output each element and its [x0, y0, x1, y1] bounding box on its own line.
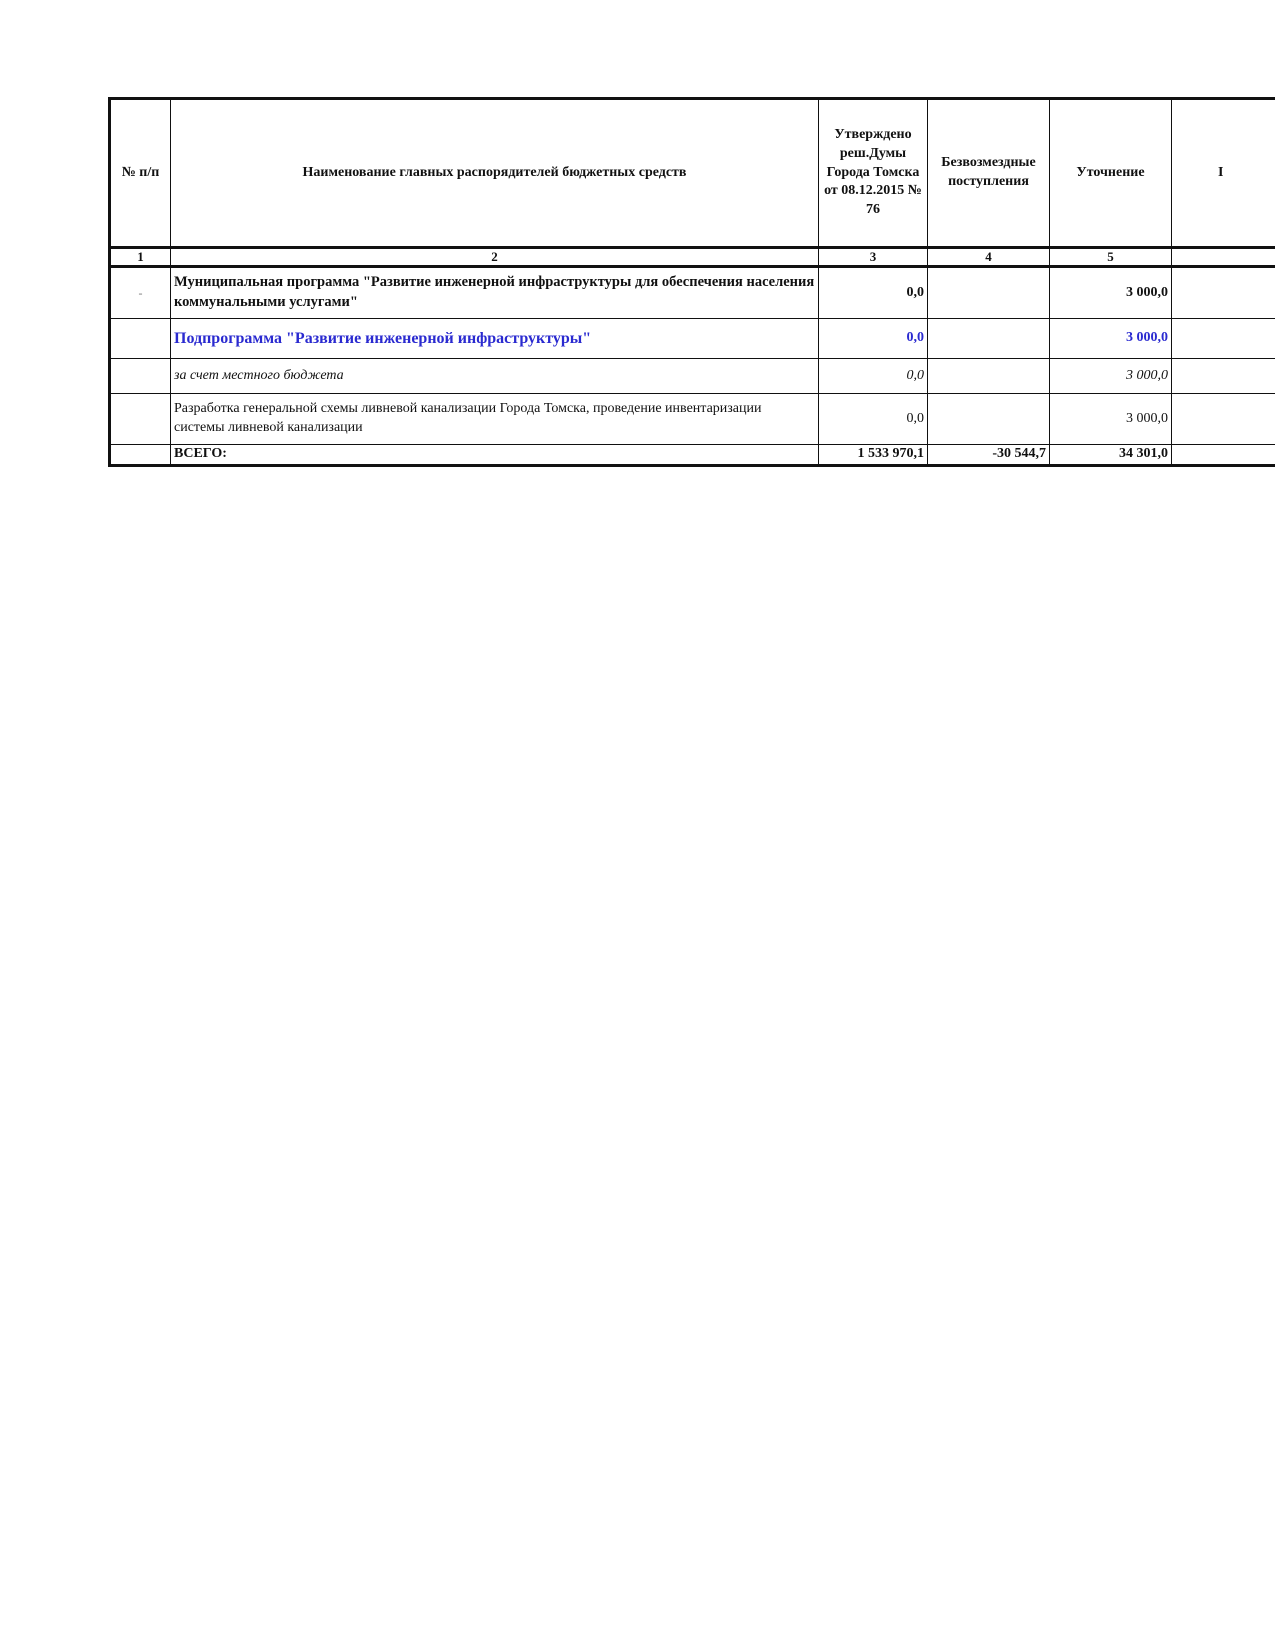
row-gratuitous — [928, 359, 1050, 394]
row-next-empty — [1172, 394, 1275, 445]
row-clarification: 3 000,0 — [1050, 267, 1172, 319]
header-gratuitous: Безвозмездные поступления — [928, 99, 1050, 248]
row-gratuitous — [928, 319, 1050, 359]
column-number-3: 3 — [819, 248, 928, 267]
row-clarification: 3 000,0 — [1050, 319, 1172, 359]
header-next-partial: I — [1172, 99, 1275, 248]
budget-table — [108, 97, 1275, 467]
row-clarification: 34 301,0 — [1050, 445, 1172, 466]
table-row-program — [110, 267, 1275, 319]
row-approved: 1 533 970,1 — [819, 445, 928, 466]
column-number-2: 2 — [171, 248, 819, 267]
column-number-5: 5 — [1050, 248, 1172, 267]
row-next-empty — [1172, 359, 1275, 394]
header-name: Наименование главных распорядителей бюджетных средств — [171, 99, 819, 248]
row-num — [110, 359, 171, 394]
row-gratuitous — [928, 267, 1050, 319]
row-num: - — [110, 267, 171, 319]
header-approved: Утверждено реш.Думы Города Томска от 08.12.2015 № 76 — [819, 99, 928, 248]
row-clarification: 3 000,0 — [1050, 394, 1172, 445]
row-approved: 0,0 — [819, 319, 928, 359]
row-next-empty — [1172, 445, 1275, 466]
header-num: № п/п — [110, 99, 171, 248]
row-approved: 0,0 — [819, 267, 928, 319]
column-number-row — [110, 248, 1275, 267]
row-approved: 0,0 — [819, 394, 928, 445]
table-row-subprogram — [110, 319, 1275, 359]
row-num — [110, 319, 171, 359]
row-name: за счет местного бюджета — [171, 359, 819, 394]
row-num — [110, 394, 171, 445]
row-name: Муниципальная программа "Развитие инженерной инфраструктуры для обеспечения населения коммунальными услугами" — [171, 267, 819, 319]
header-clarification: Уточнение — [1050, 99, 1172, 248]
row-approved: 0,0 — [819, 359, 928, 394]
row-name: Разработка генеральной схемы ливневой канализации Города Томска, проведение инвентаризации системы ливневой канализации — [171, 394, 819, 445]
column-number-6-empty — [1172, 248, 1275, 267]
table-row-local-budget — [110, 359, 1275, 394]
table-header-row — [110, 99, 1275, 248]
table-row-item — [110, 394, 1275, 445]
column-number-1: 1 — [110, 248, 171, 267]
row-gratuitous — [928, 394, 1050, 445]
column-number-4: 4 — [928, 248, 1050, 267]
row-clarification: 3 000,0 — [1050, 359, 1172, 394]
row-name: ВСЕГО: — [171, 445, 819, 466]
row-name: Подпрограмма "Развитие инженерной инфраструктуры" — [171, 319, 819, 359]
row-next-empty — [1172, 319, 1275, 359]
row-next-empty — [1172, 267, 1275, 319]
row-num — [110, 445, 171, 466]
row-gratuitous: -30 544,7 — [928, 445, 1050, 466]
table-row-total — [110, 445, 1275, 466]
